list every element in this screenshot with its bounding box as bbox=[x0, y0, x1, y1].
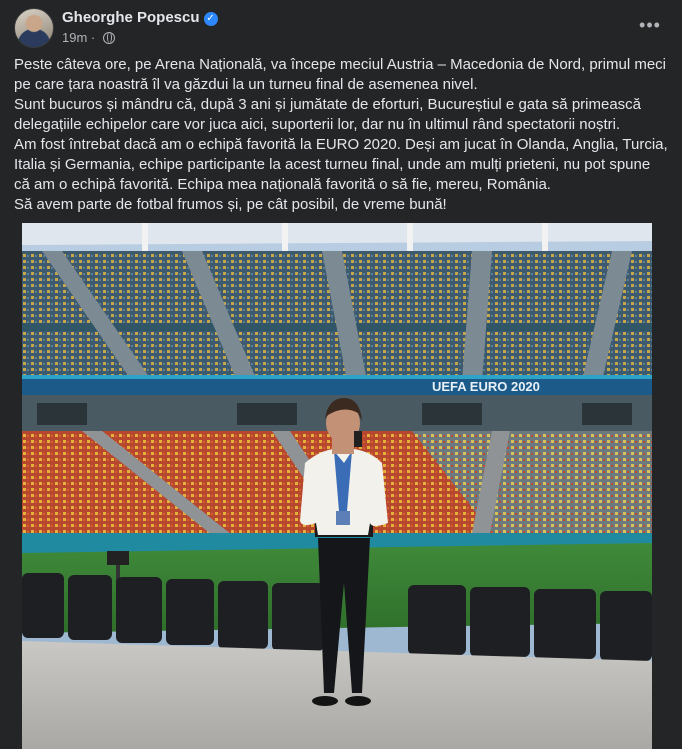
author-name[interactable]: Gheorghe Popescu bbox=[62, 9, 200, 26]
banner-text: UEFA EURO 2020 bbox=[432, 379, 540, 394]
author-name-row bbox=[62, 9, 218, 26]
globe-icon[interactable] bbox=[103, 32, 115, 44]
more-options-icon[interactable]: ••• bbox=[639, 15, 661, 35]
post-meta bbox=[62, 30, 115, 45]
post-text-line: Peste câteva ore, pe Arena Națională, va începe meciul Austria – Macedonia de Nord, primul meci bbox=[14, 56, 667, 73]
meta-separator: · bbox=[90, 30, 96, 45]
post-text-line: că am o echipă favorită. Echipa mea națională favorită o să fie, mereu, România. bbox=[14, 176, 551, 193]
post-text bbox=[14, 55, 672, 215]
post-text-line: Italia și Germania, echipe participante la acest turneu final, unde am mulți prieteni, nu pot spune bbox=[14, 156, 651, 173]
post-photo[interactable] bbox=[22, 223, 652, 749]
post-text-line: pe care țara noastră îl va găzdui la un turneu final de asemenea nivel. bbox=[14, 76, 478, 93]
post-text-line: Să avem parte de fotbal frumos și, pe cât posibil, de vreme bună! bbox=[14, 196, 447, 213]
post-timestamp[interactable]: 19m bbox=[62, 30, 88, 45]
post-text-line: Sunt bucuros și mândru că, după 3 ani și jumătate de eforturi, Bucureștiul e gata să primească bbox=[14, 96, 642, 113]
author-avatar[interactable] bbox=[14, 8, 54, 48]
post-text-line: Am fost întrebat dacă am o echipă favorită la EURO 2020. Deși am jucat în Olanda, Anglia, Turcia, bbox=[14, 136, 668, 153]
verified-badge-icon: ✓ bbox=[204, 12, 218, 26]
stadium-photo bbox=[22, 223, 652, 749]
post-text-line: delegațiile echipelor care vor juca aici, suporterii lor, dar nu în ultimul rând spectatorii noștri. bbox=[14, 116, 621, 133]
post-header bbox=[14, 8, 668, 48]
